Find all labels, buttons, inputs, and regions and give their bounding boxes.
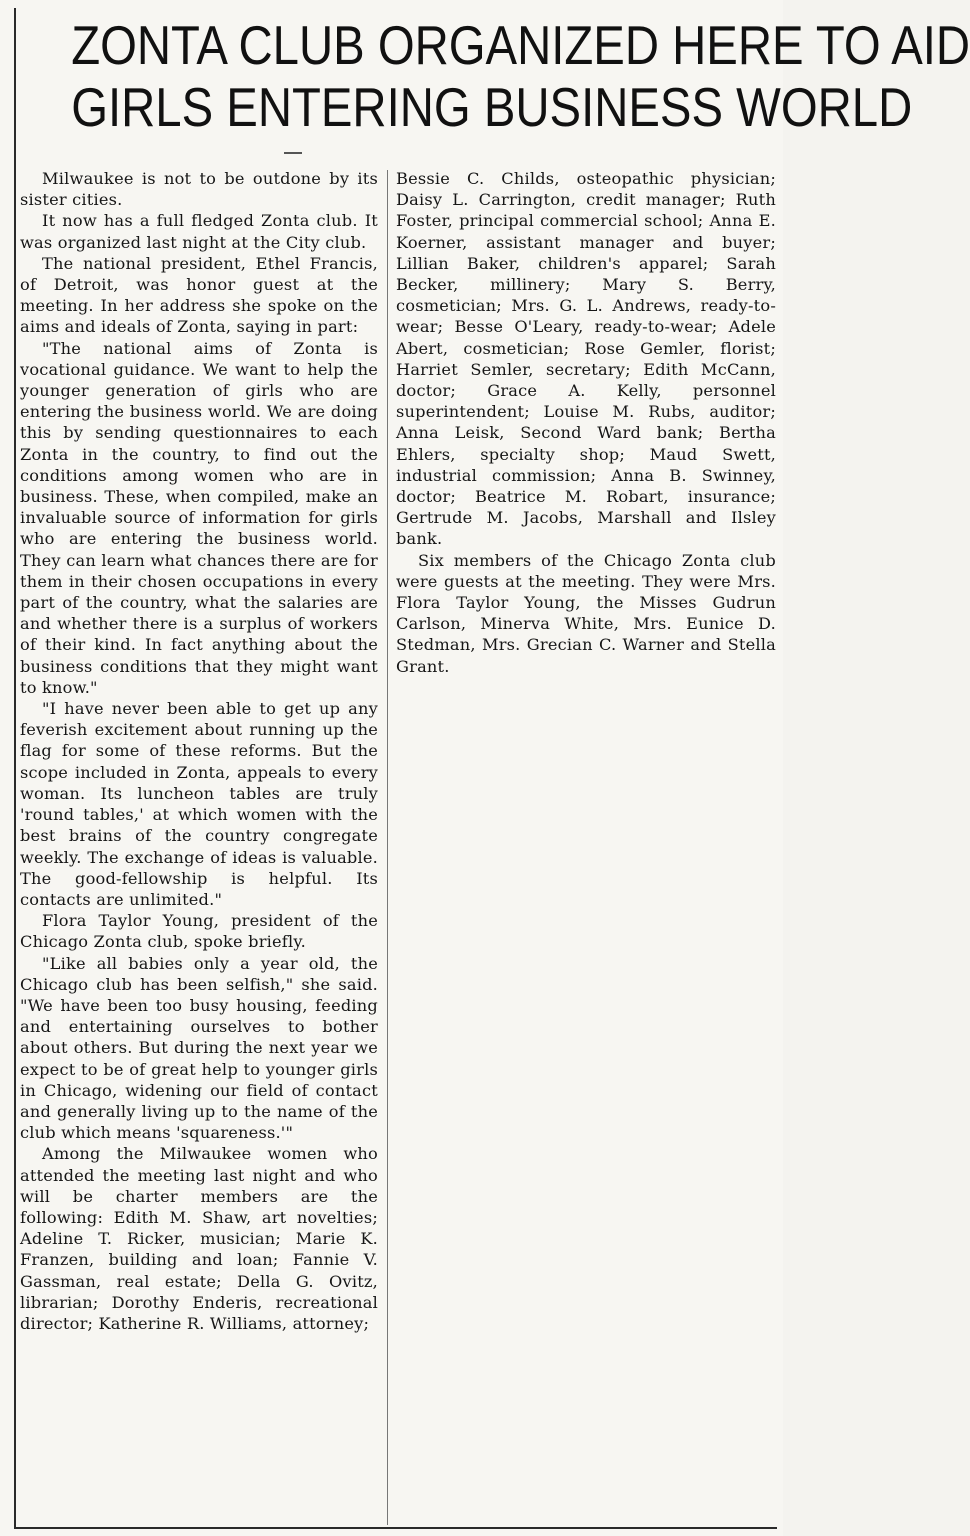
column-divider xyxy=(387,170,388,1525)
paragraph: Milwaukee is not to be outdone by its sister cities. xyxy=(20,169,378,210)
headline-line-2: GIRLS ENTERING BUSINESS WORLD xyxy=(71,76,913,138)
paragraph: "I have never been able to get up any feverish excitement about running up the flag for some of these reforms. But the scope included in Zonta, appeals to every woman. Its luncheon tables are truly 'round tables,' at which women with the best brains of the country congregate weekly. The exchange of ideas is valuable. The good-fellowship is helpful. Its contacts are unlimited." xyxy=(20,699,378,909)
left-border-rule xyxy=(14,8,16,1528)
article-column-right xyxy=(396,168,776,677)
headline-dash-ornament xyxy=(284,152,302,154)
paragraph: Flora Taylor Young, president of the Chicago Zonta club, spoke briefly. xyxy=(20,911,378,952)
paragraph: Six members of the Chicago Zonta club were guests at the meeting. They were Mrs. Flora Taylor Young, the Misses Gudrun Carlson, Minerva White, Mrs. Eunice D. Stedman, Mrs. Grecian C. Warner and Stella Grant. xyxy=(396,550,776,676)
paragraph: Bessie C. Childs, osteopathic physician; Daisy L. Carrington, credit manager; Ruth Foster, principal commercial school; Anna E. Koerner, assistant manager and buyer; Lillian Baker, children's apparel; Sarah Becker, millinery; Mary S. Berry, cosmetician; Mrs. G. L. Andrews, ready-to-wear; Besse O'Leary, ready-to-wear; Adele Abert, cosmetician; Rose Gemler, florist; Harriet Semler, secretary; Edith McCann, doctor; Grace A. Kelly, personnel superintendent; Louise M. Rubs, auditor; Anna Leisk, Second Ward bank; Bertha Ehlers, specialty shop; Maud Swett, industrial commission; Anna B. Swinney, doctor; Beatrice M. Robart, insurance; Gertrude M. Jacobs, Marshall and Ilsley bank. xyxy=(396,169,776,549)
headline-line-1: ZONTA CLUB ORGANIZED HERE TO AID xyxy=(71,14,970,76)
bottom-border-rule xyxy=(14,1527,777,1529)
paragraph: The national president, Ethel Francis, of Detroit, was honor guest at the meeting. In her address she spoke on the aims and ideals of Zonta, saying in part: xyxy=(20,253,378,337)
headline xyxy=(71,14,970,138)
paragraph: Among the Milwaukee women who attended the meeting last night and who will be charter members are the following: Edith M. Shaw, art novelties; Adeline T. Ricker, musician; Marie K. Franzen, building and loan; Fannie V. Gassman, real estate; Della G. Ovitz, librarian; Dorothy Enderis, recreational director; Katherine R. Williams, attorney; xyxy=(20,1144,378,1333)
article-column-left xyxy=(20,168,378,1334)
paragraph: It now has a full fledged Zonta club. It was organized last night at the City club. xyxy=(20,211,378,252)
paragraph: "Like all babies only a year old, the Chicago club has been selfish," she said. "We have been too busy housing, feeding and entertaining ourselves to bother about others. But during the next year we expect to be of great help to younger girls in Chicago, widening our field of contact and generally living up to the name of the club which means 'squareness.'" xyxy=(20,953,378,1143)
paragraph: "The national aims of Zonta is vocational guidance. We want to help the younger generation of girls who are entering the business world. We are doing this by sending questionnaires to each Zonta in the country, to find out the conditions among women who are in business. These, when compiled, make an invaluable source of information for girls who are entering the business world. They can learn what chances there are for them in their chosen occupations in every part of the country, what the salaries are and whether there is a surplus of workers of their kind. In fact anything about the business conditions that they might want to know." xyxy=(20,338,378,697)
